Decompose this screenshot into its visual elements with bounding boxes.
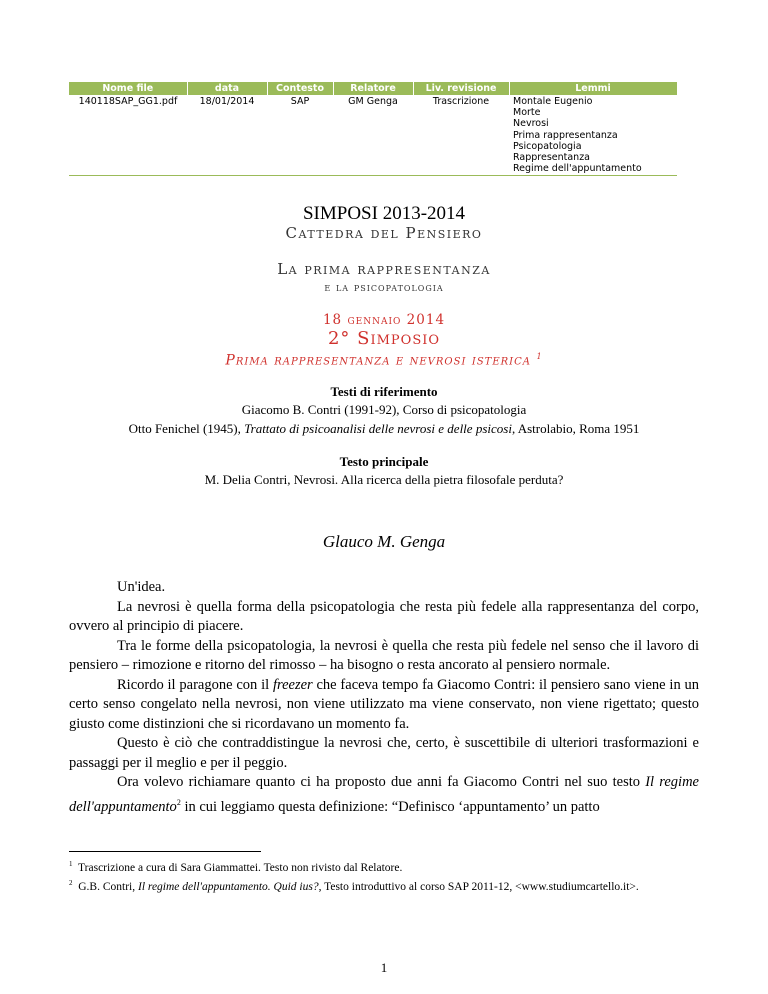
- footnote-ref-2: 2: [176, 797, 181, 807]
- header-nome-file: Nome file: [69, 82, 187, 95]
- footnote-text: Trascrizione a cura di Sara Giammattei. Testo non rivisto dal Relatore.: [78, 861, 403, 874]
- paragraph: Questo è ciò che contraddistingue la nevrosi che, certo, è suscettibile di ulteriori trasformazioni e passaggi per il meglio e per il peggio.: [69, 735, 699, 771]
- header-lemmi: Lemmi: [509, 82, 677, 95]
- lemma-item: Nevrosi: [513, 118, 549, 130]
- lemma-item: Regime dell'appuntamento: [513, 163, 642, 175]
- reference-line: [0, 421, 768, 437]
- footnote-mark: 2: [69, 878, 73, 887]
- author-name: Glauco M. Genga: [322, 532, 446, 551]
- reference-author: Otto Fenichel (1945),: [128, 421, 245, 436]
- reference-publisher: , Astrolabio, Roma 1951: [511, 421, 640, 436]
- footnote-text: G.B. Contri,: [78, 880, 138, 893]
- paragraph: Un'idea.: [117, 579, 166, 595]
- paragraph-text: in cui leggiamo questa definizione: “Definisco ‘appuntamento’ un patto: [180, 798, 600, 815]
- metadata-row: [69, 95, 677, 176]
- paragraph: La nevrosi è quella forma della psicopatologia che resta più fedele alla rappresentanza del corpo, ovvero al principio di piacere.: [69, 598, 699, 634]
- lemma-item: Montale Eugenio: [513, 96, 593, 107]
- references-heading: Testi di riferimento: [330, 384, 438, 399]
- session-theme-text: Prima rappresentanza e nevrosi isterica: [225, 352, 532, 369]
- footnote-mark: 1: [69, 860, 73, 868]
- cattedra-title: Cattedra del Pensiero: [285, 224, 483, 242]
- main-text-heading: Testo principale: [339, 454, 429, 469]
- footnotes: [69, 857, 699, 895]
- session-date: 18 gennaio 2014: [322, 312, 446, 328]
- cell-relatore: GM Genga: [333, 95, 413, 176]
- header-contesto: Contesto: [267, 82, 333, 95]
- simposi-title: SIMPOSI 2013-2014: [302, 203, 466, 224]
- paragraph: [69, 773, 699, 817]
- footnote-1: [69, 857, 699, 876]
- lemma-item: Morte: [513, 107, 541, 119]
- header-liv-revisione: Liv. revisione: [413, 82, 509, 95]
- lemma-item: Psicopatologia: [513, 140, 582, 152]
- footnote-title: Il regime dell'appuntamento. Quid ius?: [138, 880, 319, 893]
- emphasis: Il regime dell'appuntamento: [69, 774, 699, 815]
- header-data: data: [187, 82, 267, 95]
- paragraph: [69, 676, 699, 735]
- main-text-line: M. Delia Contri, Nevrosi. Alla ricerca della pietra filosofale perduta?: [204, 472, 564, 487]
- session-theme: [0, 352, 768, 369]
- reference-title: Trattato di psicoanalisi delle nevrosi e delle psicosi: [244, 421, 512, 436]
- page-number: 1: [380, 960, 388, 975]
- paragraph-text: Ora volevo richiamare quanto ci ha proposto due anni fa Giacomo Contri nel suo testo: [117, 774, 646, 790]
- header-relatore: Relatore: [333, 82, 413, 95]
- metadata-table: [69, 82, 678, 176]
- footnote-ref-1: 1: [536, 352, 543, 361]
- cell-lemmi: [509, 95, 677, 176]
- lemma-item: Rappresentanza: [513, 152, 591, 164]
- emphasis: freezer: [272, 676, 313, 693]
- cell-contesto: SAP: [267, 95, 333, 176]
- footnote-2: [69, 876, 699, 895]
- cycle-subtitle: e la psicopatologia: [324, 280, 444, 294]
- cell-data: 18/01/2014: [187, 95, 267, 176]
- body-text: [69, 578, 699, 817]
- paragraph-text: Ricordo il paragone con il: [117, 676, 273, 693]
- cycle-title: La prima rappresentanza: [277, 260, 491, 278]
- paragraph: Tra le forme della psicopatologia, la nevrosi è quella che resta più fedele nel senso che il lavoro di pensiero – rimozione e ritorno del rimosso – ha bisogno o resta ancorato al pensiero normale.: [69, 637, 699, 673]
- metadata-header-row: [69, 82, 677, 95]
- paragraph-text: che faceva tempo fa Giacomo Contri: il pensiero sano viene in un certo senso congelato nella nevrosi, non viene utilizzato ma viene conservato, non viene rigettato; questo giusto come distinzioni che si ricordavano un momento fa.: [69, 676, 700, 732]
- footnote-text: , Testo introduttivo al corso SAP 2011-12, <www.studiumcartello.it>.: [318, 880, 639, 893]
- session-number: 2° Simposio: [327, 328, 441, 349]
- cell-liv-revisione: Trascrizione: [413, 95, 509, 176]
- lemma-item: Prima rappresentanza: [513, 129, 618, 141]
- cell-nome-file: 140118SAP_GG1.pdf: [69, 95, 187, 176]
- reference-line: Giacomo B. Contri (1991-92), Corso di psicopatologia: [241, 402, 527, 417]
- footnote-divider: [69, 851, 261, 852]
